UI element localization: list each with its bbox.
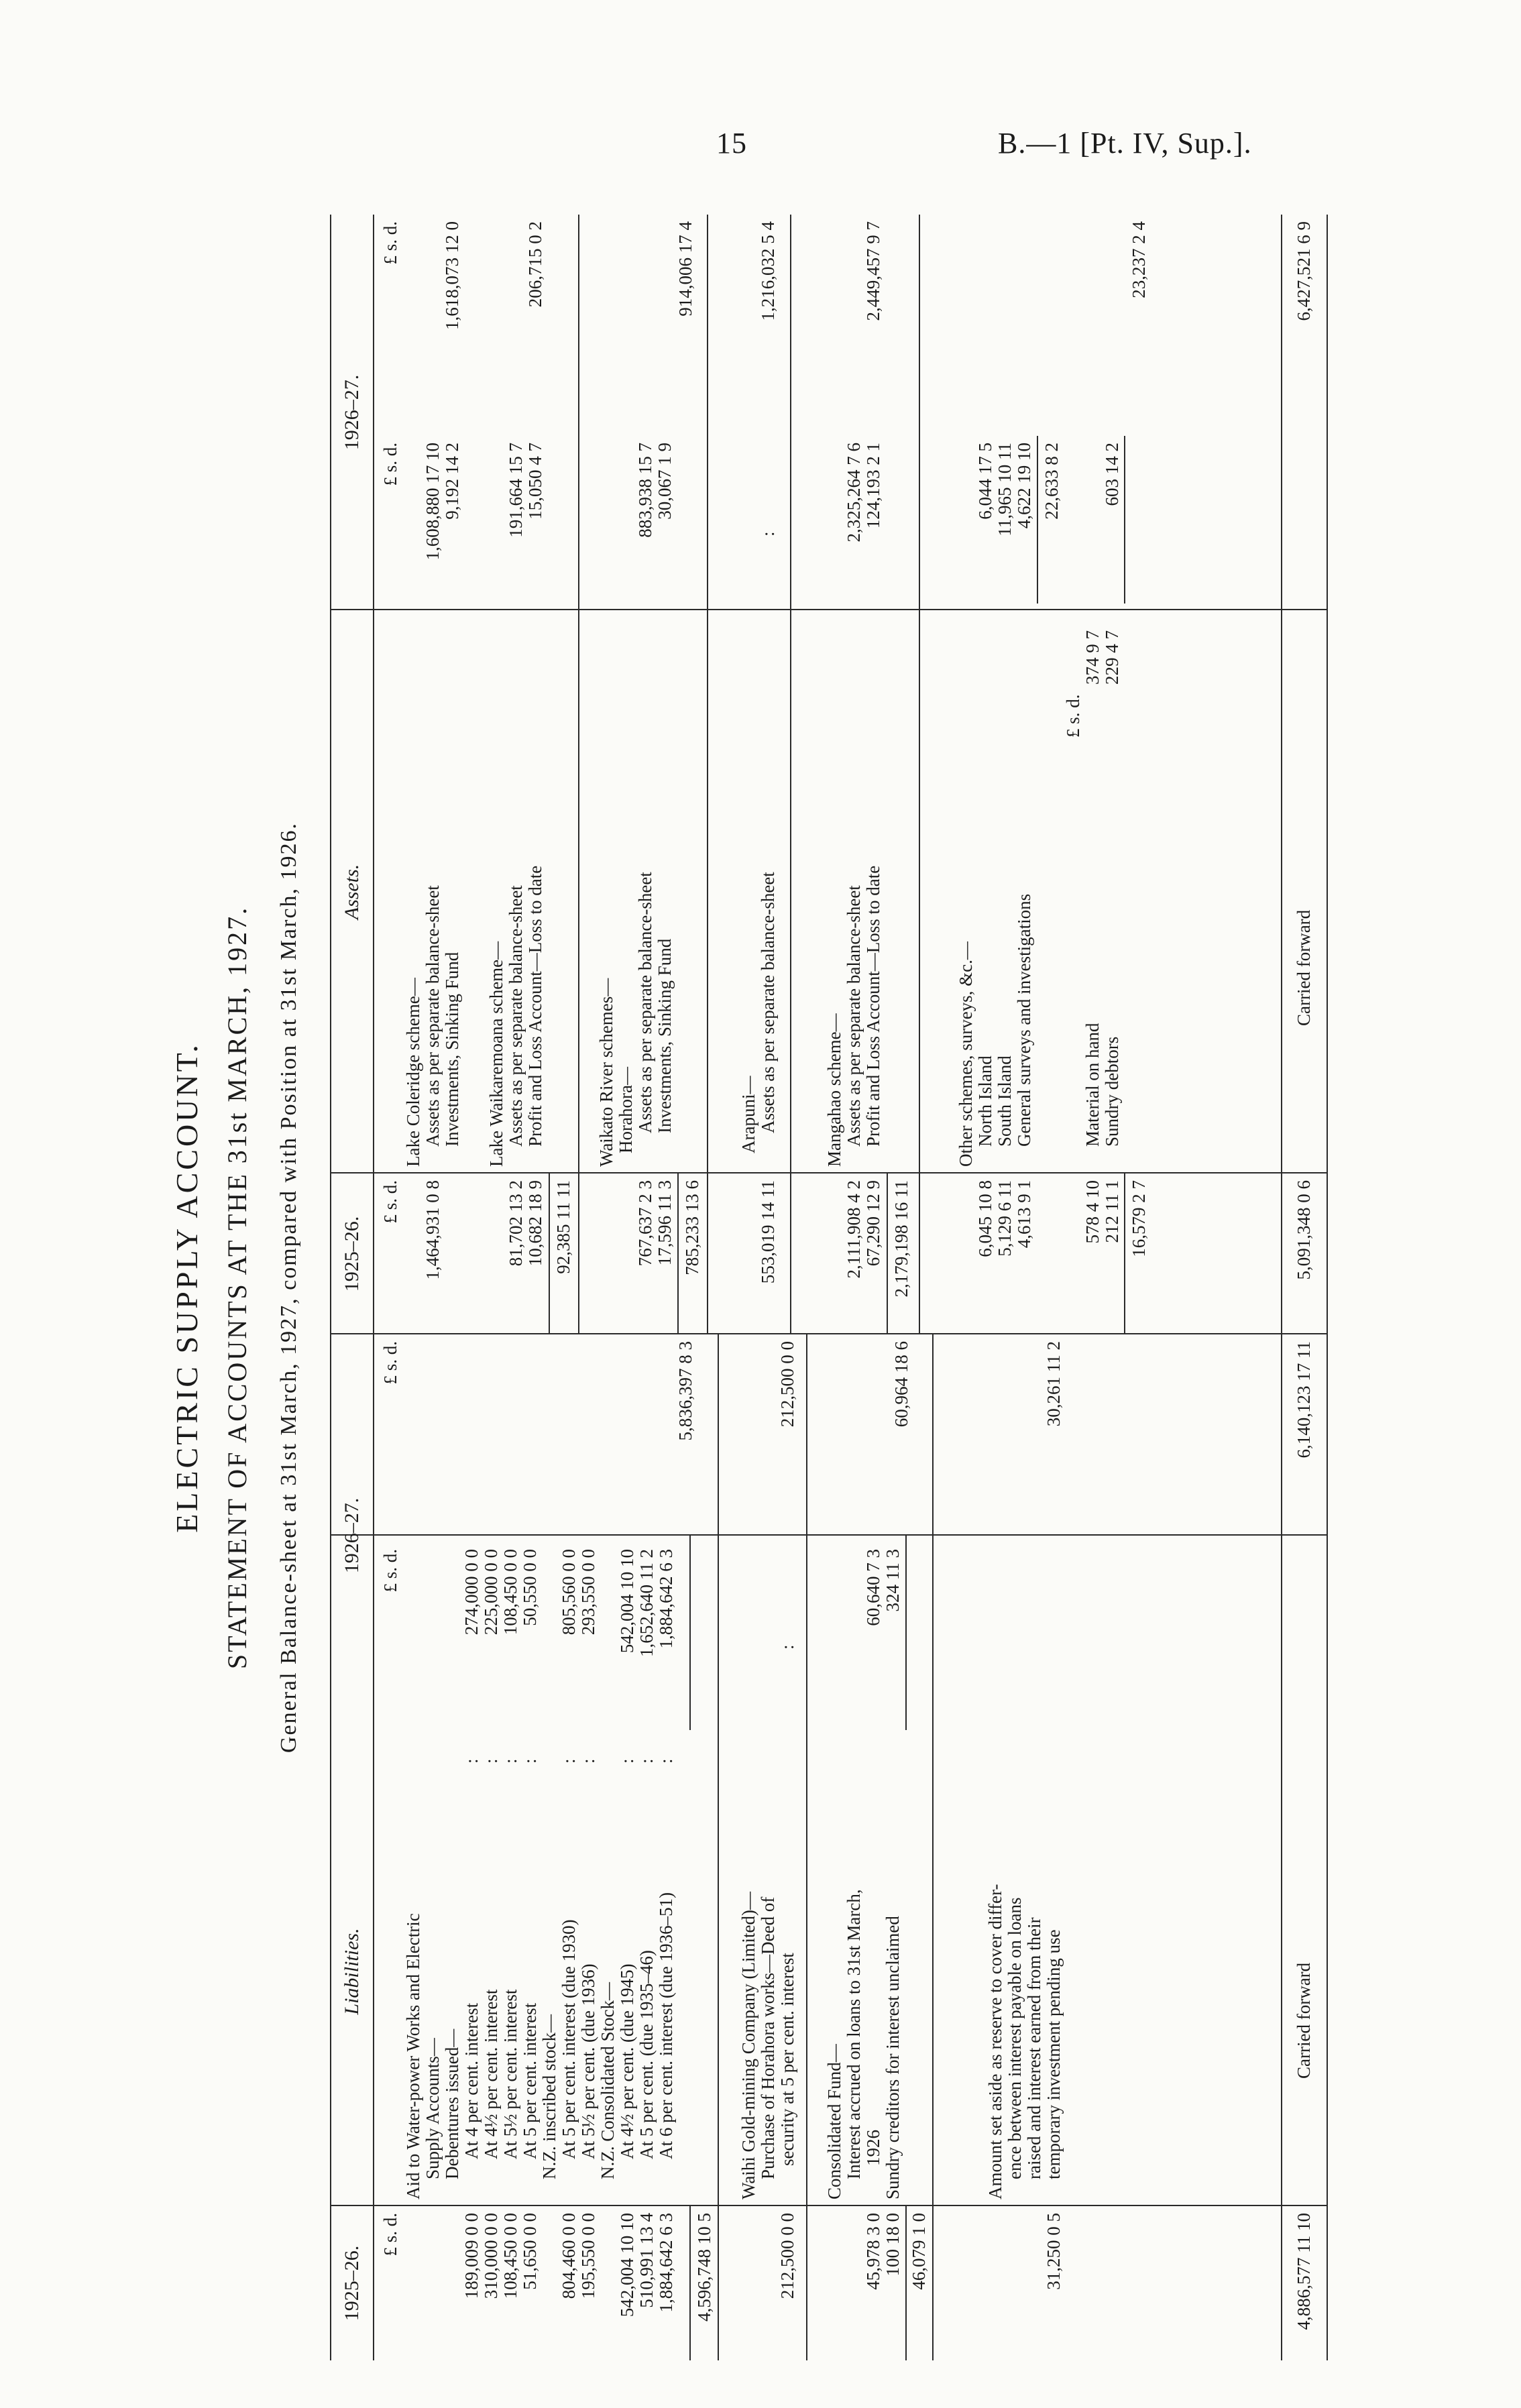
horahora-sinking: Investments, Sinking Fund [655, 938, 675, 1133]
other-schemes-heading: Other schemes, surveys, &c.— [956, 941, 976, 1167]
page-number: 15 [716, 127, 747, 160]
liab-carried-curr: 6,140,123 17 11 [1294, 1341, 1314, 1458]
arapuni-dots: : [758, 531, 778, 536]
liab-line-sub: 50,550 0 0 [520, 1549, 540, 1626]
horahora-assets-sub: 883,938 15 7 [635, 443, 655, 538]
waikato-heading: Waikato River schemes— [596, 978, 616, 1167]
waihi-line-2: Purchase of Horahora works—Deed of [758, 1896, 778, 2179]
asset-section-rule-4 [919, 215, 920, 1334]
general-surveys: General surveys and investigations [1014, 893, 1034, 1147]
coleridge-total: 1,618,073 12 0 [442, 221, 462, 330]
waihi-line-1: Waihi Gold-mining Company (Limited)— [738, 1891, 758, 2199]
other-rule-prev [1124, 1173, 1125, 1334]
liab-line-dots: : [636, 1758, 657, 1764]
liab-line-sub: 1,884,642 6 3 [656, 1549, 676, 1649]
liab-carried-prev: 4,886,577 11 10 [1294, 2213, 1314, 2330]
other-sub-total: 22,633 8 2 [1041, 443, 1062, 520]
coleridge-assets: Assets as per separate balance-sheet [422, 885, 443, 1147]
reserve-prev: 31,250 0 5 [1044, 2213, 1064, 2290]
liab-section-rule-3 [932, 1334, 934, 2360]
waikaremoana-assets-prev: 81,702 13 2 [506, 1180, 526, 1267]
general-surveys-sub: 4,622 19 10 [1014, 443, 1034, 529]
horahora-heading: Horahora— [616, 1067, 636, 1153]
north-island-prev: 6,045 10 8 [975, 1180, 995, 1257]
waikaremoana-rule-prev [549, 1173, 550, 1334]
rotated-table-page [154, 215, 1355, 2360]
sundry-debtors-inner: 229 4 7 [1102, 630, 1122, 685]
liab-line-text: Debentures issued— [442, 2028, 462, 2179]
liab-col-divider-2 [330, 1534, 1327, 1536]
south-island-sub: 11,965 10 11 [995, 443, 1015, 536]
consolidated-prev: 45,978 3 0 [863, 2213, 883, 2290]
liab-line-text: Aid to Water-power Works and Electric [403, 1913, 423, 2199]
liab-line-prev: 310,000 0 0 [481, 2213, 501, 2299]
liab-line-text: At 4½ per cent. interest [481, 1989, 501, 2159]
consolidated-line-3: 1926 [863, 2130, 883, 2166]
cons-total-rule-prev [905, 2206, 907, 2360]
coleridge-sinking: Investments, Sinking Fund [442, 952, 462, 1147]
material-inner: 374 9 7 [1082, 630, 1103, 685]
other-total: 23,237 2 4 [1129, 221, 1149, 298]
mangahao-total-prev: 2,179,198 16 11 [891, 1180, 911, 1298]
mangahao-rule-prev [887, 1173, 888, 1334]
asset-section-rule-3 [790, 215, 791, 1334]
liab-line-prev: 510,991 13 4 [636, 2213, 657, 2308]
asset-lsd-curr: £ s. d. [380, 221, 400, 265]
liab-section-rule-1 [718, 1334, 719, 2360]
coleridge-assets-prev: 1,464,931 0 8 [422, 1180, 443, 1280]
reserve-line-3: raised and interest earned from their [1024, 1917, 1044, 2179]
asset-carried-forward: Carried forward [1294, 909, 1314, 1026]
other-total-prev: 16,579 2 7 [1129, 1180, 1149, 1257]
liab-line-sub: 225,000 0 0 [481, 1549, 501, 1636]
asset-header-1926: 1926–27. [341, 374, 363, 451]
statement-subtitle: STATEMENT OF ACCOUNTS AT THE 31st MARCH, 1927. [222, 905, 252, 1670]
liab-line-text: At 5½ per cent. interest [500, 1989, 520, 2159]
liab-line-sub: 293,550 0 0 [578, 1549, 598, 1636]
consolidated-line-2: Interest accrued on loans to 31st March, [844, 1889, 864, 2179]
waikaremoana-assets: Assets as per separate balance-sheet [506, 885, 526, 1147]
asset-lsd-prev: £ s. d. [380, 1180, 400, 1224]
cons-total-rule-sub [905, 1536, 907, 1730]
south-island-prev: 5,129 6 11 [995, 1180, 1015, 1257]
mangahao-assets-sub: 2,325,264 7 6 [844, 443, 864, 542]
material-on-hand: Material on hand [1082, 1023, 1103, 1147]
horahora-rule-prev [677, 1173, 679, 1334]
liab-line-prev: 542,004 10 10 [617, 2213, 637, 2317]
asset-carried-curr: 6,427,521 6 9 [1294, 221, 1314, 321]
center-divider [330, 1333, 1327, 1334]
reserve-line-1: Amount set aside as reserve to cover differ- [985, 1884, 1005, 2199]
waikaremoana-loss-prev: 10,682 18 9 [525, 1180, 545, 1267]
table-bottom-rule [1327, 215, 1328, 2360]
waihi-curr: 212,500 0 0 [777, 1341, 797, 1428]
liab-total-rule-prev [689, 2206, 691, 2360]
liab-line-text: At 5 per cent. interest [520, 2002, 540, 2159]
horahora-sinking-prev: 17,596 11 3 [655, 1180, 675, 1266]
consolidated-total-curr: 60,964 18 6 [891, 1341, 911, 1428]
mangahao-assets: Assets as per separate balance-sheet [844, 885, 864, 1147]
liab-header-label: Liabilities. [341, 1928, 363, 2015]
south-island: South Island [995, 1055, 1015, 1147]
mangahao-loss-prev: 67,290 12 9 [863, 1180, 883, 1267]
liab-line-prev: 51,650 0 0 [520, 2213, 540, 2290]
waihi-line-3: security at 5 per cent. interest [777, 1953, 797, 2166]
liab-line-dots: : [656, 1758, 676, 1764]
waikaremoana-loss-sub: 15,050 4 7 [525, 443, 545, 520]
asset-header-1925: 1925–26. [341, 1216, 363, 1292]
liab-line-sub: 542,004 10 10 [617, 1549, 637, 1654]
arapuni-total: 1,216,032 5 4 [758, 221, 778, 321]
asset-carried-prev: 5,091,348 0 6 [1294, 1180, 1314, 1280]
header-rule [373, 215, 374, 2360]
mangahao-loss-sub: 124,193 2 1 [863, 443, 883, 529]
liab-line-dots: : [520, 1758, 540, 1764]
waikaremoana-loss: Profit and Loss Account—Loss to date [525, 865, 545, 1147]
liab-lsd-sub: £ s. d. [380, 1549, 400, 1593]
liab-line-text: At 4 per cent. interest [461, 2002, 482, 2159]
arapuni-assets: Assets as per separate balance-sheet [758, 872, 778, 1133]
arapuni-heading: Arapuni— [738, 1076, 758, 1153]
reserve-line-2: ence between interest payable on loans [1005, 1897, 1025, 2179]
liab-carried-forward: Carried forward [1294, 1962, 1314, 2079]
horahora-assets-prev: 767,637 2 3 [635, 1180, 655, 1267]
asset-lsd-sub: £ s. d. [380, 443, 400, 486]
sundry-debtors: Sundry debtors [1102, 1036, 1122, 1147]
waikaremoana-heading: Lake Waikaremoana scheme— [486, 941, 506, 1167]
waihi-dots: : [777, 1644, 797, 1650]
north-island: North Island [975, 1055, 995, 1147]
liab-line-text: At 4½ per cent. (due 1945) [617, 1963, 637, 2159]
liab-block1-total-prev: 4,596,748 10 5 [694, 2213, 714, 2321]
other-sub-rule [1037, 436, 1038, 604]
liab-lsd-prev: £ s. d. [380, 2213, 400, 2256]
waikaremoana-assets-sub: 191,664 15 7 [506, 443, 526, 538]
inner-lsd: £ s. d. [1063, 694, 1083, 738]
material-prev: 578 4 10 [1082, 1180, 1103, 1244]
asset-col-divider-2 [330, 609, 1327, 610]
liab-lsd-curr: £ s. d. [380, 1341, 400, 1385]
liab-line-sub: 274,000 0 0 [461, 1549, 482, 1636]
liab-line-prev: 108,450 0 0 [500, 2213, 520, 2299]
coleridge-sinking-sub: 9,192 14 2 [442, 443, 462, 520]
mangahao-assets-prev: 2,111,908 4 2 [844, 1180, 864, 1279]
liab-line-text: N.Z. inscribed stock— [539, 2014, 559, 2179]
liab-line-dots: : [461, 1758, 482, 1764]
asset-carried-rule [1281, 215, 1282, 1334]
md-rule-sub [1124, 436, 1125, 604]
sundry-debtors-prev: 212 11 1 [1102, 1180, 1122, 1243]
horahora-sinking-sub: 30,067 1 9 [655, 443, 675, 520]
asset-section-rule-2 [707, 215, 708, 1334]
liab-line-text: At 5 per cent. interest (due 1930) [559, 1919, 579, 2159]
horahora-total: 914,006 17 4 [675, 221, 695, 317]
consolidated-total-prev: 46,079 1 0 [909, 2213, 929, 2290]
liab-header-1925: 1925–26. [341, 2245, 363, 2321]
liab-line-dots: : [559, 1758, 579, 1764]
table-top-rule [330, 215, 331, 2360]
horahora-total-prev: 785,233 13 6 [682, 1180, 702, 1275]
waihi-prev: 212,500 0 0 [777, 2213, 797, 2299]
waikaremoana-total: 206,715 0 2 [525, 221, 545, 308]
balance-sheet-subtitle: General Balance-sheet at 31st March, 1927, compared with Position at 31st March, 1926. [276, 821, 301, 1754]
mangahao-loss: Profit and Loss Account—Loss to date [863, 865, 883, 1147]
liab-line-dots: : [617, 1758, 637, 1764]
sundry-creditors-prev: 100 18 0 [883, 2213, 903, 2277]
coleridge-assets-sub: 1,608,880 17 10 [422, 443, 443, 561]
liab-line-prev: 195,550 0 0 [578, 2213, 598, 2299]
asset-header-label: Assets. [341, 864, 363, 920]
coleridge-heading: Lake Coleridge scheme— [403, 978, 423, 1167]
page-reference: B.—1 [Pt. IV, Sup.]. [998, 127, 1252, 160]
liab-line-prev: 1,884,642 6 3 [656, 2213, 676, 2313]
consolidated-line-1: Consolidated Fund— [824, 2044, 844, 2199]
asset-col-divider-1 [330, 1172, 1327, 1173]
liab-line-prev: 189,009 0 0 [461, 2213, 482, 2299]
liab-line-sub: 108,450 0 0 [500, 1549, 520, 1636]
liab-line-text: At 6 per cent. interest (due 1936–51) [656, 1892, 676, 2159]
material-debtors-sub: 603 14 2 [1102, 443, 1122, 506]
horahora-assets: Assets as per separate balance-sheet [635, 872, 655, 1133]
liab-line-sub: 1,652,640 11 2 [636, 1549, 657, 1657]
liab-header-1926: 1926–27. [341, 1497, 363, 1574]
sundry-creditors-sub: 324 11 3 [883, 1549, 903, 1612]
liab-line-text: N.Z. Consolidated Stock— [598, 1982, 618, 2179]
reserve-line-4: temporary investment pending use [1044, 1929, 1064, 2179]
consolidated-sub: 60,640 7 3 [863, 1549, 883, 1626]
liab-carried-rule [1281, 1334, 1282, 2360]
north-island-sub: 6,044 17 5 [975, 443, 995, 520]
asset-section-rule-1 [578, 215, 579, 1334]
liab-col-divider-1 [330, 2205, 1327, 2206]
waikaremoana-total-prev: 92,385 11 11 [553, 1180, 573, 1274]
liab-line-dots: : [500, 1758, 520, 1764]
sundry-creditors: Sundry creditors for interest unclaimed [883, 1916, 903, 2199]
liab-line-text: Supply Accounts— [422, 2038, 443, 2179]
liab-line-dots: : [481, 1758, 501, 1764]
mangahao-total: 2,449,457 9 7 [863, 221, 883, 321]
liab-line-text: At 5 per cent. (due 1935–46) [636, 1950, 657, 2159]
liab-line-text: At 5½ per cent. (due 1936) [578, 1963, 598, 2159]
liab-line-dots: : [578, 1758, 598, 1764]
liab-total-rule-sub [689, 1536, 691, 1730]
liab-block1-total-curr: 5,836,397 8 3 [675, 1341, 695, 1441]
reserve-curr: 30,261 11 2 [1044, 1341, 1064, 1427]
mangahao-heading: Mangahao scheme— [824, 1013, 844, 1167]
liab-line-prev: 804,460 0 0 [559, 2213, 579, 2299]
liab-section-rule-2 [806, 1334, 807, 2360]
general-surveys-prev: 4,613 9 1 [1014, 1180, 1034, 1249]
account-title: ELECTRIC SUPPLY ACCOUNT. [170, 1042, 204, 1533]
arapuni-prev: 553,019 14 11 [758, 1180, 778, 1284]
liab-line-sub: 805,560 0 0 [559, 1549, 579, 1636]
